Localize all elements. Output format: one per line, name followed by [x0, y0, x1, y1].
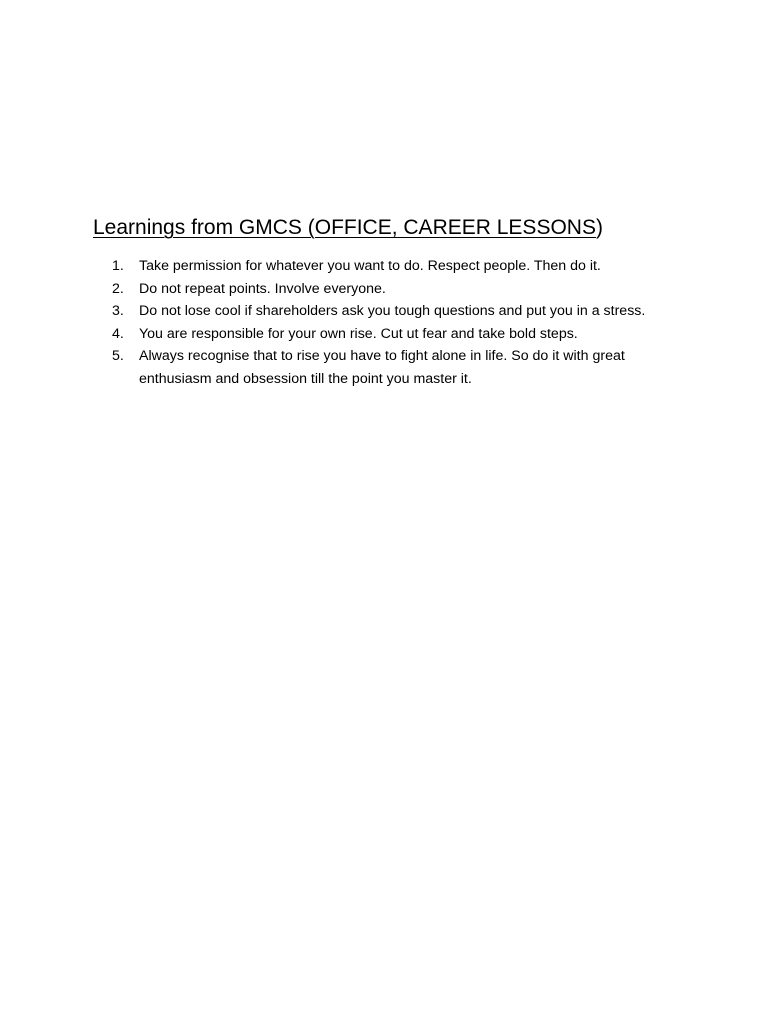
lesson-number: 1.: [112, 258, 124, 274]
lesson-text: You are responsible for your own rise. Cut ut fear and take bold steps.: [139, 325, 578, 342]
lesson-number: 4.: [112, 325, 124, 342]
lesson-item-1: [105, 255, 680, 278]
lesson-number: 5.: [112, 348, 124, 364]
document-title-tail: ): [595, 216, 603, 239]
lesson-text: Always recognise that to rise you have to fight alone in life. So do it with great enthusiasm and obsession till the point you master it.: [139, 348, 625, 387]
lesson-number: 2.: [112, 280, 124, 297]
document-title-underlined: Learnings from GMCS (OFFICE, CAREER LESSONS: [93, 216, 596, 239]
lesson-item-5: [105, 345, 680, 390]
document-title: [93, 213, 603, 243]
lesson-item-3: [105, 300, 680, 323]
lesson-item-4: [105, 323, 680, 346]
lesson-item-2: [105, 278, 680, 301]
lessons-list: [105, 255, 680, 390]
lesson-text: Do not lose cool if shareholders ask you tough questions and put you in a stress.: [139, 303, 646, 319]
lesson-number: 3.: [112, 303, 124, 319]
lesson-text: Do not repeat points. Involve everyone.: [139, 280, 386, 297]
lesson-text: Take permission for whatever you want to do. Respect people. Then do it.: [139, 258, 601, 274]
